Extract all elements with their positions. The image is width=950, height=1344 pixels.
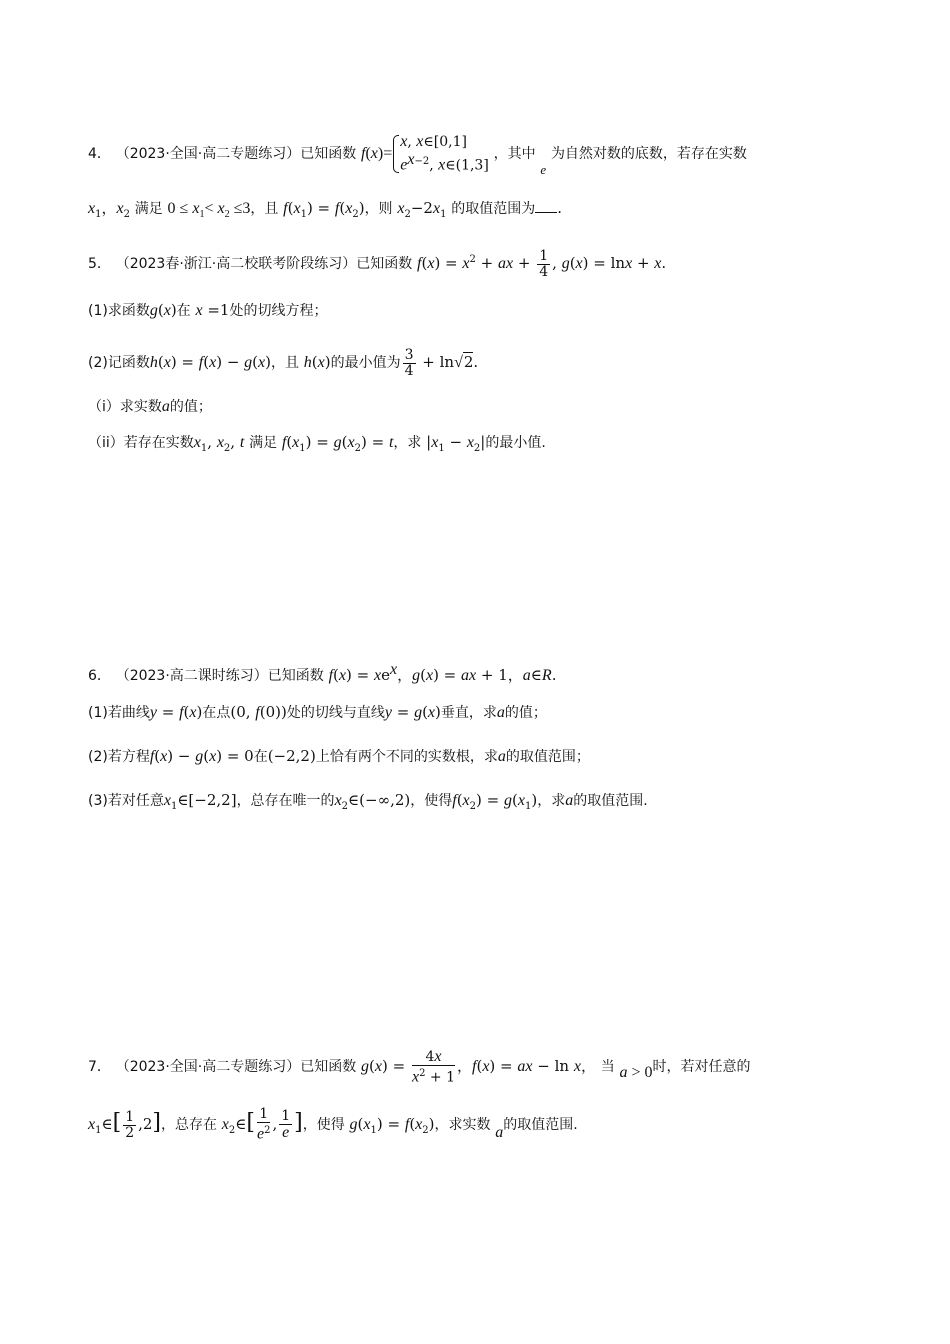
problem-number: 7． (88, 1059, 111, 1075)
problem-source: （2023·全国·高二专题练习） (115, 146, 301, 162)
problem-number: 5． (88, 256, 111, 272)
problem-5-line-1: 5． （2023春·浙江·高二校联考阶段练习）已知函数 $f(x) = x^2$ + ax + $\frac{1}{4}$ , g(x) = lnx + x. (88, 247, 667, 280)
problem-number: 6． (88, 668, 111, 684)
answer-blank (535, 198, 557, 213)
problem-7-line-2: $x_1\in$[ $\frac{1}{2}$ ,2]，总存在 $x_2\in$[ $\frac{1}{e^2}$ , $\frac{1}{e}$ ]，使得 $g(x_1) = f(x_2)$，求实数 a的取值范围. (88, 1106, 578, 1143)
problem-6-q3: (3)若对任意$x_1\in[-2,2]$，总存在唯一的$x_2\in(-\infty,2)$，使得$f(x_2) = g(x_1)$，求a的取值范围. (88, 791, 648, 812)
function-definition-formula: $f(x) = x^2$ + ax + $\frac{1}{4}$ , g(x) = lnx + x. (417, 247, 667, 280)
problem-7-line-1: 7． （2023·全国·高二专题练习）已知函数 g(x) = $\frac{4x}{x^2 + 1}$ ，f(x) = ax − ln x， 当 a > 0时，若对任意的 (88, 1047, 751, 1086)
problem-5-sub-ii: （ii）若存在实数$x_1$, $x_2$, t 满足 $f(x_1) = g(x_2) = t$，求 $|x_1 - x_2|$的最小值. (88, 433, 546, 454)
problem-5-sub-i: （i）求实数a的值； (88, 398, 212, 415)
function-definition-formula: g(x) = $\frac{4x}{x^2 + 1}$ ，f(x) = ax − ln x， (361, 1047, 601, 1086)
problem-number: 4． (88, 146, 111, 162)
piecewise-function-formula: f(x)= x, x∈[0,1] $e^{x-2}$, x∈(1,3] (361, 133, 489, 174)
problem-4-line-2: $x_1$，$x_2$ 满足 $0 \le x_1< x_2 \le 3$，且 $f(x_1) = f(x_2)$，则 $x_2-2x_1$ 的取值范围为 . (88, 199, 562, 221)
interval-x1-formula: $x_1\in$[ $\frac{1}{2}$ ,2] (88, 1108, 162, 1141)
problem-5-q1: (1)求函数g(x)在 x =1处的切线方程； (88, 301, 328, 319)
inequality-formula: $0 \le x_1< x_2 \le 3$ (167, 200, 251, 221)
problem-source: （2023·高二课时练习） (115, 668, 268, 684)
problem-6-q2: (2)若方程f(x) − g(x) = 0在(−2,2)上恰有两个不同的实数根，求a的取值范围； (88, 747, 590, 765)
function-definition-formula: $f(x) = xe^x$，g(x) = ax + 1，a∈R. (328, 661, 557, 684)
equality-formula: $f(x_1) = f(x_2)$ (283, 199, 365, 220)
interval-x2-formula: $x_2\in$[ $\frac{1}{e^2}$ , $\frac{1}{e}$ ] (221, 1106, 303, 1143)
problem-source: （2023春·浙江·高二校联考阶段练习） (115, 256, 357, 272)
problem-4-line-1: 4． （2023·全国·高二专题练习）已知函数 f(x)= x, x∈[0,1] $e^{x-2}$, x∈(1,3] ，其中 e 为自然对数的底数，若存在实数 (88, 133, 747, 177)
problem-5-q2: (2)记函数h(x) = f(x) − g(x)，且 h(x)的最小值为 $\frac{3}{4}$ + ln√2. (88, 346, 479, 379)
problem-6-line-1: 6． （2023·高二课时练习）已知函数 $f(x) = xe^x$，g(x) = ax + 1，a∈R. (88, 661, 557, 684)
e-symbol: e (540, 162, 547, 177)
expression-formula: $x_2-2x_1$ (397, 199, 447, 220)
problem-6-q1: (1)若曲线y = f(x)在点(0, f(0))处的切线与直线y = g(x)垂直，求a的值； (88, 703, 547, 721)
problem-source: （2023·全国·高二专题练习） (115, 1059, 301, 1075)
